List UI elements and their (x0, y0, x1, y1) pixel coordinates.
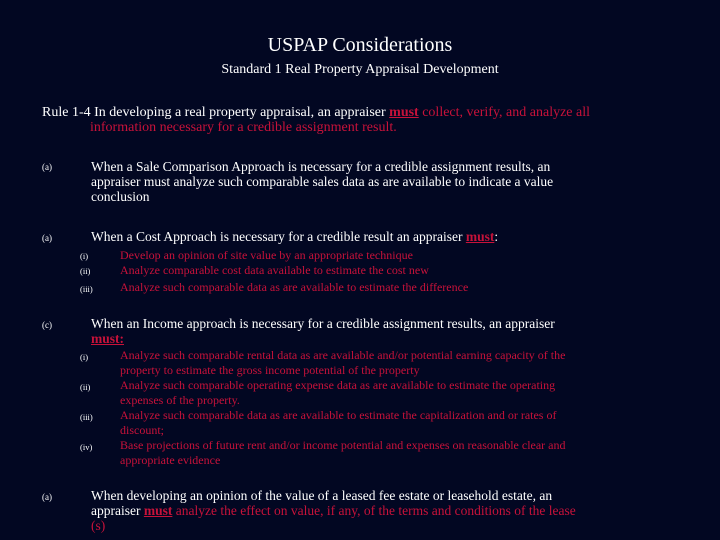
list-item: Analyze such comparable operating expense data as are available to estimate the operating expenses of the property. (120, 378, 556, 407)
item-marker: (iii) (80, 284, 93, 294)
item-marker: (iii) (80, 412, 93, 422)
leased-fee-paragraph: When developing an opinion of the value of a leased fee estate or leasehold estate, an appraiser must analyze the effect on value, if any, of the terms and conditions of the lease (s) (91, 488, 576, 533)
item-marker: (ii) (80, 266, 91, 276)
sales-comparison-paragraph (91, 159, 691, 204)
income-approach-heading: When an Income approach is necessary for a credible assignment results, an appraiser must: (91, 316, 691, 346)
text-line: When a Sale Comparison Approach is necessary for a credible assignment results, an (91, 159, 551, 174)
rule-lead: Rule 1-4 In developing a real property appraisal, an appraiser (42, 105, 390, 120)
rule-paragraph (42, 105, 682, 135)
list-item: Base projections of future rent and/or income potential and expenses on reasonable clear and appropriate evidence (120, 438, 566, 467)
slide-subtitle: Standard 1 Real Property Appraisal Development (221, 62, 499, 77)
cost-must: must (465, 229, 495, 244)
slide-title: USPAP Considerations (267, 34, 453, 56)
rule-must: must (389, 105, 419, 120)
cost-approach-heading: When a Cost Approach is necessary for a credible result an appraiser must: (91, 229, 499, 244)
section-marker: (c) (42, 320, 52, 330)
item-marker: (ii) (80, 382, 91, 392)
rule-line2: information necessary for a credible assignment result. (90, 120, 397, 135)
item-marker: (i) (80, 352, 89, 362)
list-item: Analyze such comparable data as are available to estimate the capitalization and or rates of discount; (120, 408, 557, 437)
section-marker: (a) (42, 233, 52, 243)
item-marker: (i) (80, 251, 89, 261)
income-must: must: (91, 331, 124, 346)
leased-must: must (143, 503, 173, 518)
text-line: conclusion (91, 189, 150, 204)
list-item: Analyze comparable cost data available to estimate the cost new (120, 263, 429, 277)
section-marker: (a) (42, 162, 52, 172)
rule-rest: collect, verify, and analyze all (418, 105, 590, 120)
list-item: Analyze such comparable data as are available to estimate the difference (120, 280, 469, 294)
text-line: appraiser must analyze such comparable sales data as are available to indicate a value (91, 174, 554, 189)
list-item: Analyze such comparable rental data as are available and/or potential earning capacity of the property to estimate the gross income potential of the property (120, 348, 566, 377)
list-item: Develop an opinion of site value by an appropriate technique (120, 248, 413, 262)
section-marker: (a) (42, 492, 52, 502)
item-marker: (iv) (80, 442, 93, 452)
